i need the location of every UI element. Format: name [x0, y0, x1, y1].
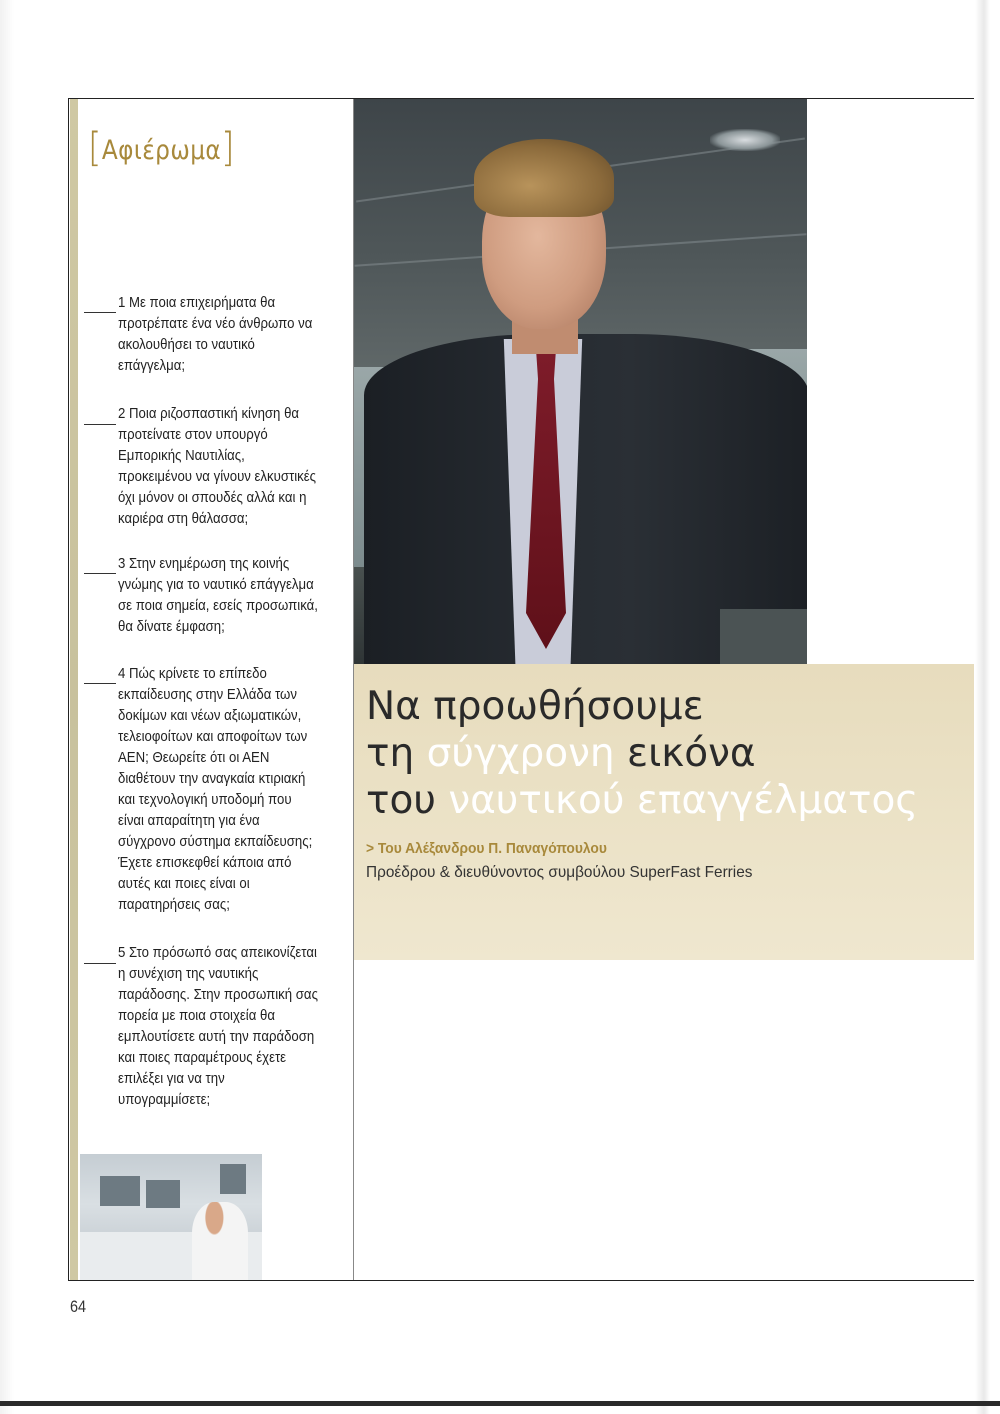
ceiling-light — [710, 129, 780, 151]
question-text: Στο πρόσωπό σας απεικονίζεται η συνέχιση της ναυτικής παράδοσης. Στην προσωπική σας πορεία με ποια στοιχεία θα εμπλουτίσετε αυτή την παράδοση και ποιες παραμέτρους έχετε επιλέξει για να την υπογραμμίσετε; — [118, 944, 318, 1108]
question-rule — [84, 424, 116, 425]
author-byline: > Του Αλέξανδρου Π. Παναγόπουλου — [366, 840, 607, 857]
question-rule — [84, 683, 116, 684]
headline-line-2 — [366, 731, 756, 777]
headline-text: Να προωθήσουμε — [366, 684, 704, 729]
question-3 — [118, 553, 320, 637]
question-text: Πώς κρίνετε το επίπεδο εκπαίδευσης στην Ελλάδα των δοκίμων και νέων αξιωματικών, τελειοφοίτων και αποφοίτων των ΑΕΝ; Θεωρείτε ότι οι ΑΕΝ διαθέτουν την αναγκαία κτιριακή και τεχνολογική υποδομή που είναι απαραίτητη για ένα σύγχρονο σύστημα εκπαίδευσης; Έχετε επισκεφθεί κάποια από αυτές και ποιες είναι οι παρατηρήσεις σας; — [118, 665, 313, 913]
headline-highlight: ναυτικού επαγγέλματος — [448, 778, 919, 823]
question-number: 3 — [118, 555, 126, 572]
question-rule — [84, 963, 116, 964]
headline-line-3 — [366, 778, 918, 824]
headline-text: τη — [366, 731, 427, 776]
monitor — [146, 1180, 180, 1208]
headline-text: εικόνα — [614, 731, 756, 776]
question-rule — [84, 573, 116, 574]
question-text: Στην ενημέρωση της κοινής γνώμης για το ναυτικό επάγγελμα σε ποια σημεία, εσείς προσωπικά, θα δίνατε έμφαση; — [118, 555, 318, 635]
question-number: 2 — [118, 405, 126, 422]
page-number: 64 — [70, 1297, 87, 1316]
question-1 — [118, 292, 320, 376]
monitor — [220, 1164, 246, 1194]
headline-highlight: σύγχρονη — [426, 731, 615, 776]
question-number: 5 — [118, 944, 126, 961]
question-5 — [118, 942, 320, 1110]
scan-bottom-edge — [0, 1401, 1000, 1406]
portrait-photo — [354, 99, 807, 664]
frame-left-rule — [68, 98, 69, 1281]
bridge-crew-photo — [80, 1154, 262, 1280]
column-accent-strip — [70, 99, 78, 1280]
hair — [474, 139, 614, 217]
control-panel — [720, 609, 807, 664]
author-role: Προέδρου & διευθύνοντος συμβούλου SuperFast Ferries — [366, 864, 753, 881]
monitor — [100, 1176, 140, 1206]
question-number: 1 — [118, 294, 126, 311]
question-4 — [118, 663, 320, 915]
headline-text: του — [366, 778, 449, 823]
question-2 — [118, 403, 320, 529]
question-text: Με ποια επιχειρήματα θα προτρέπατε ένα νέο άνθρωπο να ακολουθήσει το ναυτικό επάγγελμα; — [118, 294, 313, 374]
bottom-rule — [68, 1280, 974, 1281]
bracket-close: ] — [221, 125, 236, 171]
section-tag-text: Αφιέρωμα — [101, 135, 222, 166]
question-rule — [84, 312, 116, 313]
crew-member — [192, 1202, 248, 1280]
bracket-open: [ — [88, 125, 102, 171]
headline-line-1 — [366, 684, 704, 730]
question-text: Ποια ριζοσπαστική κίνηση θα προτείνατε στον υπουργό Εμπορικής Ναυτιλίας, προκειμένου να γίνουν ελκυστικές όχι μόνον οι σπουδές αλλά και η καριέρα στη θάλασσα; — [118, 405, 316, 527]
section-tag — [88, 125, 236, 171]
question-number: 4 — [118, 665, 126, 682]
